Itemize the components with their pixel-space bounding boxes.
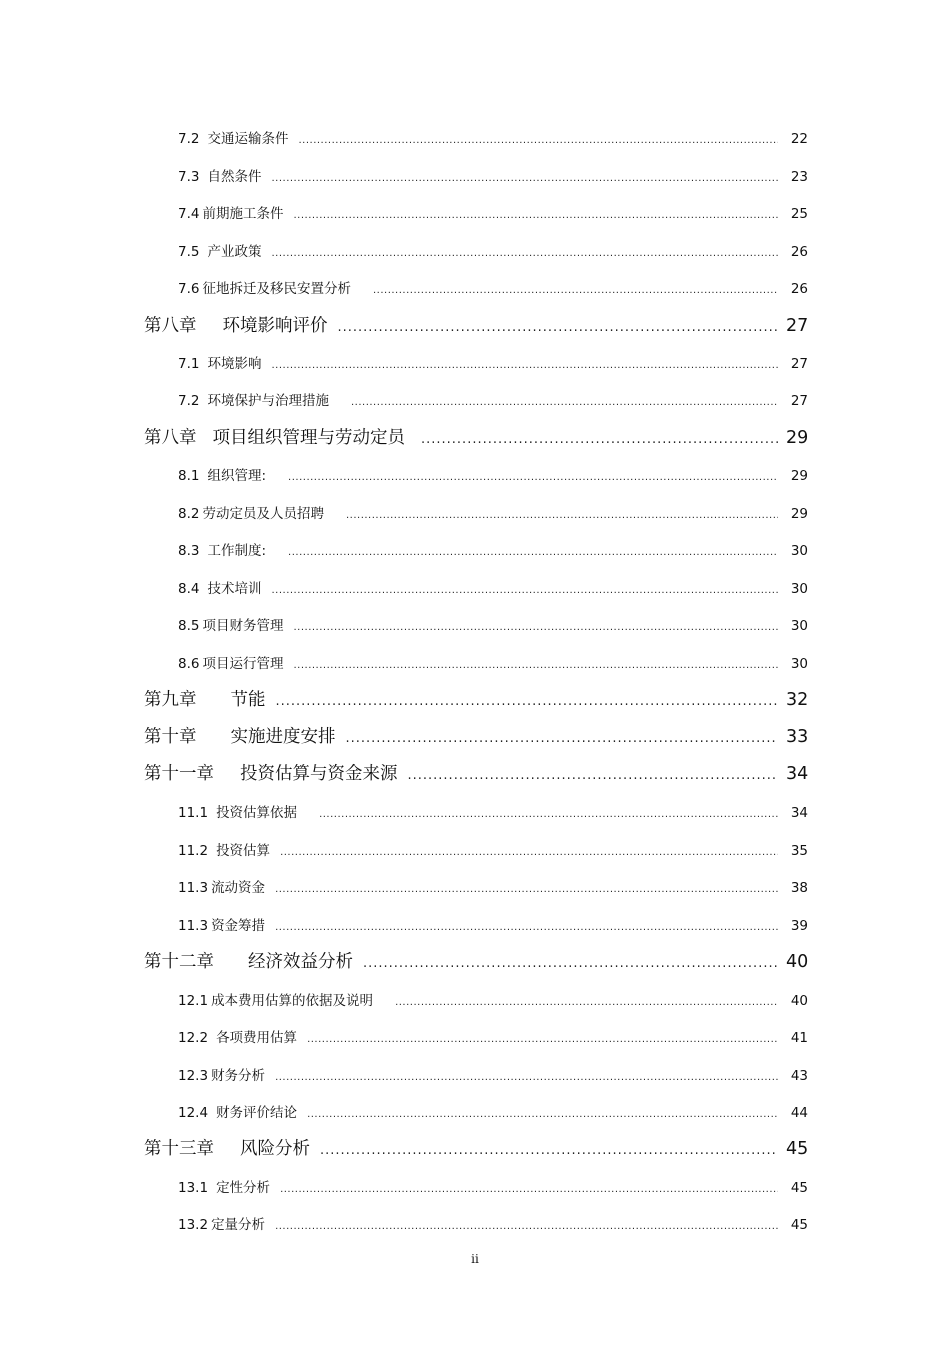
toc-chapter-page: 33 — [786, 727, 809, 747]
toc-entry-page: 40 — [790, 993, 808, 1009]
toc-chapter-number: 第十三章 — [144, 1139, 214, 1159]
toc-entry-7-6-relocation[interactable] — [178, 277, 808, 297]
toc-entry-page: 43 — [790, 1068, 808, 1084]
toc-chapter-10-schedule[interactable] — [144, 723, 808, 747]
toc-entry-title: 前期施工条件 — [202, 206, 284, 222]
dot-leader — [271, 173, 778, 184]
toc-entry-8-1-organization[interactable] — [178, 464, 808, 484]
toc-entry-page: 41 — [790, 1030, 808, 1046]
toc-entry-8-2-staffing[interactable] — [178, 502, 808, 522]
dot-leader — [288, 472, 778, 483]
toc-entry-12-2-expenses[interactable] — [178, 1026, 808, 1046]
toc-entry-8-5-finance[interactable] — [178, 614, 808, 634]
toc-entry-title: 工作制度: — [207, 543, 267, 559]
toc-entry-8-4-training[interactable] — [178, 577, 808, 597]
dot-leader — [271, 585, 778, 596]
toc-entry-number: 12.1 — [178, 993, 209, 1009]
toc-chapter-8-organization[interactable] — [144, 424, 808, 448]
toc-entry-number: 8.5 — [178, 618, 200, 634]
dot-leader — [293, 622, 778, 633]
dot-leader — [293, 210, 778, 221]
toc-chapter-number: 第十章 — [144, 727, 197, 747]
toc-chapter-page: 29 — [786, 428, 809, 448]
dot-leader — [275, 1221, 778, 1232]
toc-entry-page: 22 — [790, 131, 808, 147]
toc-chapter-number: 第十一章 — [144, 764, 214, 784]
toc-entry-page: 30 — [790, 543, 808, 559]
toc-entry-page: 29 — [790, 468, 808, 484]
toc-entry-number: 7.2 — [178, 393, 200, 409]
toc-entry-number: 12.3 — [178, 1068, 209, 1084]
toc-entry-13-1-qualitative[interactable] — [178, 1176, 808, 1196]
dot-leader — [298, 135, 778, 146]
toc-chapter-page: 45 — [786, 1139, 809, 1159]
dot-leader — [346, 510, 778, 521]
dot-leader — [421, 432, 778, 447]
toc-chapter-number: 第八章 — [144, 428, 197, 448]
toc-entry-title: 交通运输条件 — [207, 131, 289, 147]
toc-entry-page: 38 — [790, 880, 808, 896]
page-number-footer: ii — [471, 1252, 479, 1266]
toc-entry-title: 资金筹措 — [211, 918, 266, 934]
toc-entry-title: 成本费用估算的依据及说明 — [211, 993, 374, 1009]
dot-leader — [338, 320, 779, 335]
toc-entry-title: 项目财务管理 — [202, 618, 284, 634]
toc-chapter-page: 40 — [786, 952, 809, 972]
toc-entry-title: 定量分析 — [211, 1217, 266, 1233]
toc-entry-7-2-protection[interactable] — [178, 389, 808, 409]
toc-chapter-title: 实施进度安排 — [230, 727, 336, 747]
toc-entry-page: 29 — [790, 506, 808, 522]
toc-entry-number: 11.3 — [178, 880, 209, 896]
toc-entry-title: 项目运行管理 — [202, 656, 284, 672]
toc-entry-number: 8.2 — [178, 506, 200, 522]
toc-entry-page: 30 — [790, 656, 808, 672]
dot-leader — [373, 285, 778, 296]
toc-entry-page: 23 — [790, 169, 808, 185]
dot-leader — [280, 847, 778, 858]
toc-entry-7-3-nature[interactable] — [178, 165, 808, 185]
toc-entry-title: 劳动定员及人员招聘 — [202, 506, 324, 522]
toc-entry-title: 投资估算 — [216, 843, 271, 859]
toc-chapter-number: 第九章 — [144, 690, 197, 710]
dot-leader — [307, 1034, 778, 1045]
dot-leader — [319, 809, 778, 820]
toc-chapter-13-risk[interactable] — [144, 1135, 808, 1159]
toc-chapter-page: 34 — [786, 764, 809, 784]
toc-entry-page: 45 — [790, 1217, 808, 1233]
toc-entry-page: 25 — [790, 206, 808, 222]
toc-entry-title: 组织管理: — [207, 468, 267, 484]
toc-entry-number: 7.6 — [178, 281, 200, 297]
toc-entry-page: 27 — [790, 356, 808, 372]
toc-entry-title: 产业政策 — [207, 244, 262, 260]
toc-entry-page: 30 — [790, 581, 808, 597]
dot-leader — [280, 1184, 778, 1195]
toc-entry-page: 26 — [790, 281, 808, 297]
toc-chapter-8-environment[interactable] — [144, 312, 808, 336]
toc-entry-12-1-cost-basis[interactable] — [178, 989, 808, 1009]
toc-entry-8-3-work-system[interactable] — [178, 539, 808, 559]
toc-entry-7-1-impact[interactable] — [178, 352, 808, 372]
toc-chapter-9-energy[interactable] — [144, 686, 808, 710]
toc-entry-number: 7.1 — [178, 356, 200, 372]
dot-leader — [363, 956, 778, 971]
toc-entry-number: 7.4 — [178, 206, 200, 222]
dot-leader — [293, 660, 778, 671]
toc-entry-page: 45 — [790, 1180, 808, 1196]
toc-entry-title: 自然条件 — [207, 169, 262, 185]
toc-entry-7-4-preconstruction[interactable] — [178, 202, 808, 222]
toc-entry-title: 财务评价结论 — [216, 1105, 298, 1121]
toc-chapter-title: 项目组织管理与劳动定员 — [212, 428, 405, 448]
dot-leader — [275, 1072, 778, 1083]
dot-leader — [271, 360, 778, 371]
toc-entry-number: 11.3 — [178, 918, 209, 934]
toc-entry-page: 39 — [790, 918, 808, 934]
toc-entry-number: 8.1 — [178, 468, 200, 484]
toc-chapter-title: 环境影响评价 — [222, 316, 328, 336]
dot-leader — [351, 397, 778, 408]
toc-chapter-11-investment[interactable] — [144, 760, 808, 784]
dot-leader — [395, 997, 778, 1008]
toc-entry-number: 7.5 — [178, 244, 200, 260]
toc-entry-title: 环境保护与治理措施 — [207, 393, 329, 409]
dot-leader — [346, 731, 779, 746]
toc-chapter-12-economics[interactable] — [144, 948, 808, 972]
toc-entry-page: 34 — [790, 805, 808, 821]
toc-entry-number: 12.2 — [178, 1030, 209, 1046]
toc-entry-8-6-operation[interactable] — [178, 652, 808, 672]
toc-entry-7-5-policy[interactable] — [178, 240, 808, 260]
toc-entry-page: 26 — [790, 244, 808, 260]
dot-leader — [275, 922, 778, 933]
toc-entry-13-2-quantitative[interactable] — [178, 1213, 808, 1233]
toc-entry-title: 环境影响 — [207, 356, 262, 372]
toc-entry-7-2-transport[interactable] — [178, 127, 808, 147]
toc-chapter-number: 第八章 — [144, 316, 197, 336]
toc-entry-11-3-working-capital[interactable] — [178, 876, 808, 896]
toc-entry-title: 征地拆迁及移民安置分析 — [202, 281, 351, 297]
toc-entry-page: 30 — [790, 618, 808, 634]
toc-chapter-title: 节能 — [230, 690, 266, 710]
dot-leader — [275, 884, 778, 895]
toc-entry-number: 13.1 — [178, 1180, 209, 1196]
toc-chapter-page: 27 — [786, 316, 809, 336]
toc-chapter-title: 风险分析 — [240, 1139, 310, 1159]
toc-entry-12-3-financial-analysis[interactable] — [178, 1064, 808, 1084]
toc-entry-title: 流动资金 — [211, 880, 266, 896]
toc-entry-page: 35 — [790, 843, 808, 859]
toc-entry-number: 8.6 — [178, 656, 200, 672]
toc-entry-page: 44 — [790, 1105, 808, 1121]
toc-entry-number: 8.4 — [178, 581, 200, 597]
toc-entry-title: 财务分析 — [211, 1068, 266, 1084]
dot-leader — [271, 248, 778, 259]
toc-chapter-page: 32 — [786, 690, 809, 710]
toc-entry-title: 各项费用估算 — [216, 1030, 298, 1046]
toc-entry-number: 7.3 — [178, 169, 200, 185]
toc-entry-title: 定性分析 — [216, 1180, 271, 1196]
toc-entry-number: 12.4 — [178, 1105, 209, 1121]
toc-entry-number: 7.2 — [178, 131, 200, 147]
toc-entry-11-3-financing[interactable] — [178, 914, 808, 934]
toc-chapter-number: 第十二章 — [144, 952, 214, 972]
toc-entry-number: 13.2 — [178, 1217, 209, 1233]
toc-chapter-title: 投资估算与资金来源 — [240, 764, 398, 784]
dot-leader — [408, 768, 779, 783]
toc-chapter-title: 经济效益分析 — [248, 952, 353, 972]
toc-entry-11-1-basis[interactable] — [178, 801, 808, 821]
toc-entry-title: 技术培训 — [207, 581, 262, 597]
toc-entry-page: 27 — [790, 393, 808, 409]
dot-leader — [288, 547, 778, 558]
toc-entry-number: 11.1 — [178, 805, 209, 821]
toc-entry-11-2-estimate[interactable] — [178, 839, 808, 859]
toc-entry-number: 8.3 — [178, 543, 200, 559]
toc-entry-12-4-conclusion[interactable] — [178, 1101, 808, 1121]
toc-entry-number: 11.2 — [178, 843, 209, 859]
dot-leader — [320, 1143, 778, 1158]
toc-entry-title: 投资估算依据 — [216, 805, 298, 821]
dot-leader — [276, 694, 779, 709]
dot-leader — [307, 1109, 778, 1120]
